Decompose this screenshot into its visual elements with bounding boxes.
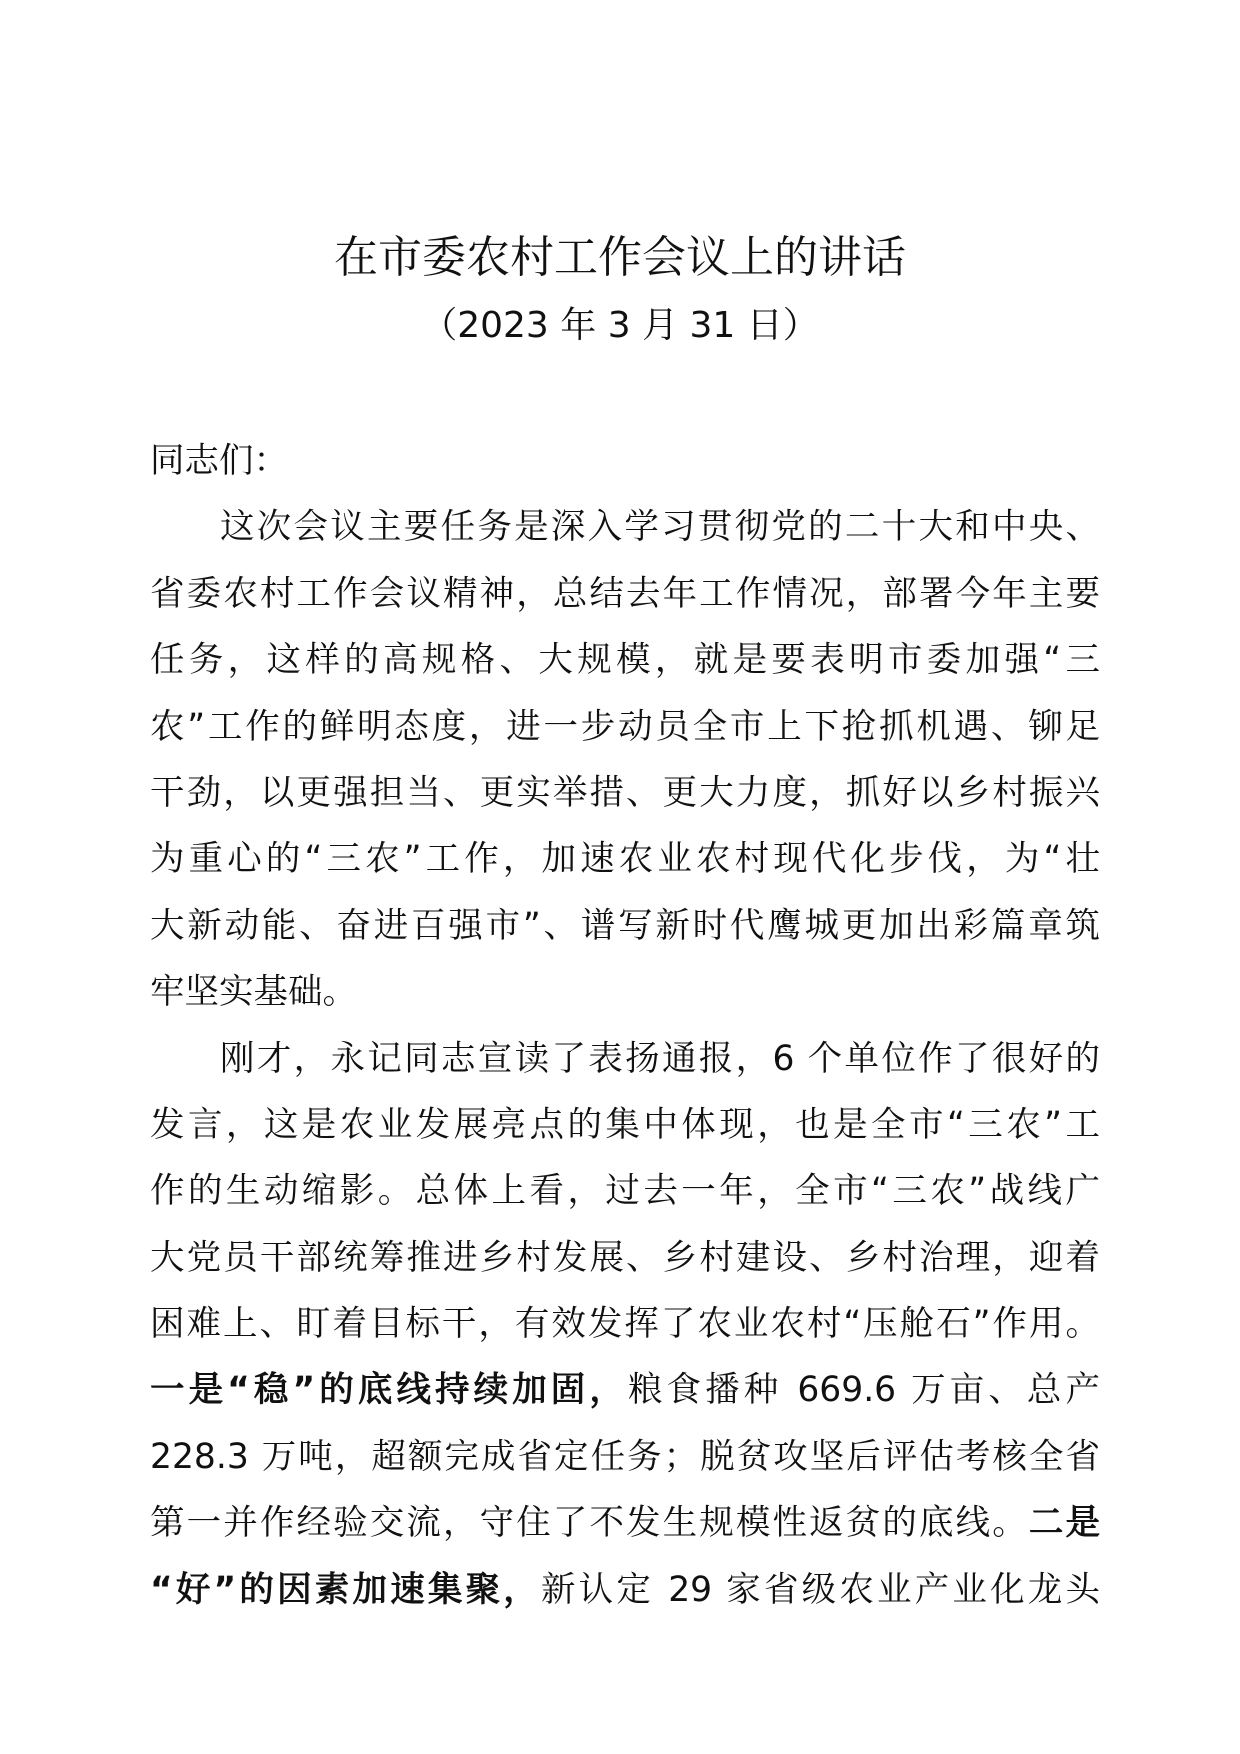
paragraph-line: 228.3 万吨，超额完成省定任务；脱贫攻坚后评估考核全省 <box>150 1436 1100 1477</box>
paragraph-line: 农”工作的鲜明态度，进一步动员全市上下抢抓机遇、铆足 <box>150 706 1100 747</box>
bold-heading: “好”的因素加速集聚， <box>150 1569 541 1610</box>
paragraph-line: 刚才，永记同志宣读了表扬通报，6 个单位作了很好的 <box>220 1038 1100 1079</box>
paragraph-line: 牢坚实基础。 <box>150 972 357 1013</box>
document-body <box>150 428 1100 1623</box>
inline-text: 第一并作经验交流，守住了不发生规模性返贫的底线。 <box>150 1503 1029 1544</box>
paragraph-line: 发言，这是农业发展亮点的集中体现，也是全市“三农”工 <box>150 1104 1100 1145</box>
paragraph-line: 作的生动缩影。总体上看，过去一年，全市“三农”战线广 <box>150 1171 1100 1212</box>
paragraph-line <box>150 1490 1100 1556</box>
paragraph-line: 大党员干部统筹推进乡村发展、乡村建设、乡村治理，迎着 <box>150 1237 1100 1278</box>
paragraph-1 <box>150 494 1100 1025</box>
document-title: 在市委农村工作会议上的讲话 <box>334 232 906 283</box>
bold-heading: 二是 <box>1028 1503 1101 1544</box>
paragraph-line <box>150 1557 1100 1623</box>
paragraph-line <box>150 1357 1100 1423</box>
paragraph-line: 困难上、盯着目标干，有效发挥了农业农村“压舱石”作用。 <box>150 1304 1100 1345</box>
salutation: 同志们： <box>150 441 288 481</box>
inline-text: 粮食播种 669.6 万亩、总产 <box>627 1370 1100 1411</box>
paragraph-line: 这次会议主要任务是深入学习贯彻党的二十大和中央、 <box>220 507 1100 548</box>
paragraph-line: 为重心的“三农”工作，加速农业农村现代化步伐，为“壮 <box>150 839 1100 880</box>
paragraph-line: 大新动能、奋进百强市”、谱写新时代鹰城更加出彩篇章筑 <box>150 905 1100 946</box>
paragraph-line: 干劲，以更强担当、更实举措、更大力度，抓好以乡村振兴 <box>150 772 1100 813</box>
paragraph-2 <box>150 1026 1100 1624</box>
paragraph-line: 任务，这样的高规格、大规模，就是要表明市委加强“三 <box>150 640 1100 681</box>
paragraph-line: 省委农村工作会议精神，总结去年工作情况，部署今年主要 <box>150 573 1100 614</box>
bold-heading: 一是“稳”的底线持续加固， <box>150 1370 628 1411</box>
inline-text: 新认定 29 家省级农业产业化龙头 <box>540 1569 1100 1610</box>
document-date: （2023 年 3 月 31 日） <box>421 305 819 346</box>
